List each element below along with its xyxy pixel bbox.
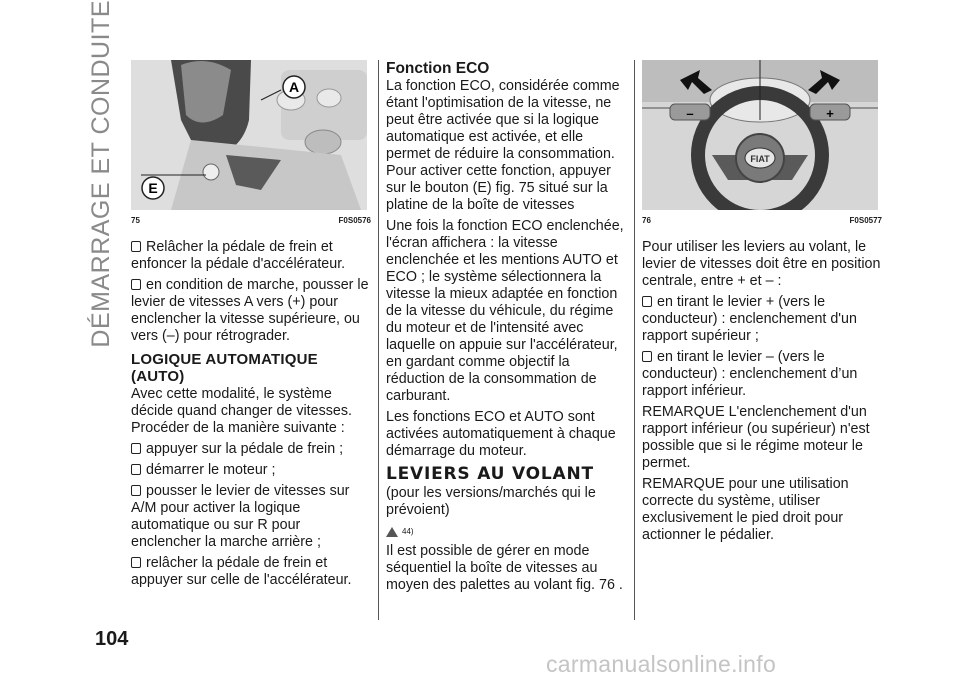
figure-code: F0S0577: [849, 216, 882, 225]
bullet-icon: [642, 296, 652, 307]
section-title: [78, 0, 124, 348]
warning-icon: [386, 527, 398, 537]
warning-reference: [386, 523, 626, 540]
paddle-plus-label: +: [826, 106, 834, 121]
column-1: [131, 60, 371, 593]
bullet-item: [131, 462, 371, 479]
figure-number: 76: [642, 216, 651, 225]
paragraph: Les fonctions ECO et AUTO sont activées automatiquement à chaque démarrage du moteur.: [386, 409, 616, 459]
page-number: 104: [95, 628, 129, 650]
bullet-item: [131, 555, 371, 589]
bullet-text: en condition de marche, pousser le levier de vitesses A vers (+) pour enclencher la vitesse supérieure, ou vers (–) pour rétrograder.: [131, 277, 369, 344]
heading-logique-automatique: LOGIQUE AUTOMATIQUE (AUTO): [131, 351, 318, 385]
bullet-text: pousser le levier de vitesses sur A/M pour activer la logique automatique ou sur R pour enclencher la marche arrière ;: [131, 483, 350, 550]
watermark: carmanualsonline.info: [546, 651, 777, 677]
heading-fonction-eco: Fonction ECO: [386, 60, 490, 77]
bullet-text: Relâcher la pédale de frein et enfoncer la pédale d'accélérateur.: [131, 239, 346, 272]
column-2: [386, 60, 626, 598]
bullet-icon: [131, 241, 141, 252]
bullet-item: [131, 483, 371, 551]
bullet-item: [131, 239, 371, 273]
bullet-icon: [131, 464, 141, 475]
paragraph: Avec cette modalité, le système décide quand changer de vitesses. Procéder de la manière suivante :: [131, 386, 352, 436]
figure-code: F0S0576: [338, 216, 371, 225]
bullet-icon: [131, 279, 141, 290]
svg-text:FIAT: FIAT: [750, 154, 770, 164]
figure-steering-wheel: [642, 60, 878, 210]
paragraph: Pour utiliser les leviers au volant, le levier de vitesses doit être en position centrale, entre + et – :: [642, 239, 881, 289]
paragraph: Il est possible de gérer en mode séquentiel la boîte de vitesses au moyen des palettes au volant fig. 76 .: [386, 543, 623, 593]
bullet-text: démarrer le moteur ;: [146, 462, 276, 478]
paragraph: REMARQUE pour une utilisation correcte du système, utiliser exclusivement le pied droit pour actionner le pédalier.: [642, 476, 849, 543]
bullet-icon: [131, 557, 141, 568]
label-a: A: [288, 79, 300, 95]
bullet-item: [131, 277, 371, 345]
warning-text: 44): [402, 527, 414, 536]
paragraph: Une fois la fonction ECO enclenchée, l'écran affichera : la vitesse enclenchée et les mentions AUTO et ECO ; le système sélectionnera la vitesse la mieux adaptée en fonction de la vitesse du véhicule, du régime du moteur et de l'intensité avec laquelle on appuie sur l'accélérateur, en gardant comme objectif la réduction de la consommation de carburant.: [386, 218, 624, 404]
bullet-icon: [642, 351, 652, 362]
heading-leviers-au-volant: LEVIERS AU VOLANT: [386, 464, 594, 484]
bullet-item: [131, 441, 371, 458]
paddle-minus-label: –: [686, 106, 694, 121]
bullet-icon: [131, 443, 141, 454]
label-e: E: [148, 180, 158, 196]
bullet-item: [642, 294, 882, 345]
paragraph: (pour les versions/marchés qui le prévoient): [386, 485, 596, 518]
bullet-item: [642, 349, 882, 400]
bullet-icon: [131, 485, 141, 496]
figure-gear-lever: [131, 60, 367, 210]
figure-number: 75: [131, 216, 140, 225]
steering-wheel-illustration: [642, 60, 878, 210]
gear-lever-illustration: [131, 60, 367, 210]
bullet-text: relâcher la pédale de frein et appuyer sur celle de l'accélérateur.: [131, 555, 352, 588]
section-title-text: DÉMARRAGE ET CONDUITE: [86, 0, 115, 348]
figure-caption: [642, 212, 882, 229]
bullet-text: en tirant le levier – (vers le conducteur) : enclenchement d’un rapport inférieur.: [642, 349, 858, 399]
figure-caption: [131, 212, 371, 229]
paragraph: REMARQUE L'enclenchement d'un rapport inférieur (ou supérieur) n'est possible que si le régime moteur le permet.: [642, 404, 870, 471]
column-3: [642, 60, 882, 548]
column-divider: [634, 60, 635, 620]
bullet-text: en tirant le levier + (vers le conducteur) : enclenchement d'un rapport supérieur ;: [642, 294, 857, 344]
bullet-text: appuyer sur la pédale de frein ;: [146, 441, 344, 457]
column-divider: [378, 60, 379, 620]
paragraph: La fonction ECO, considérée comme étant l'optimisation de la vitesse, ne peut être activée que si la logique automatique est activée, et elle permet de réduire la consommation. Pour activer cette fonction, appuyer sur le bouton (E) fig. 75 situé sur la platine de la boîte de vitesses: [386, 78, 620, 213]
